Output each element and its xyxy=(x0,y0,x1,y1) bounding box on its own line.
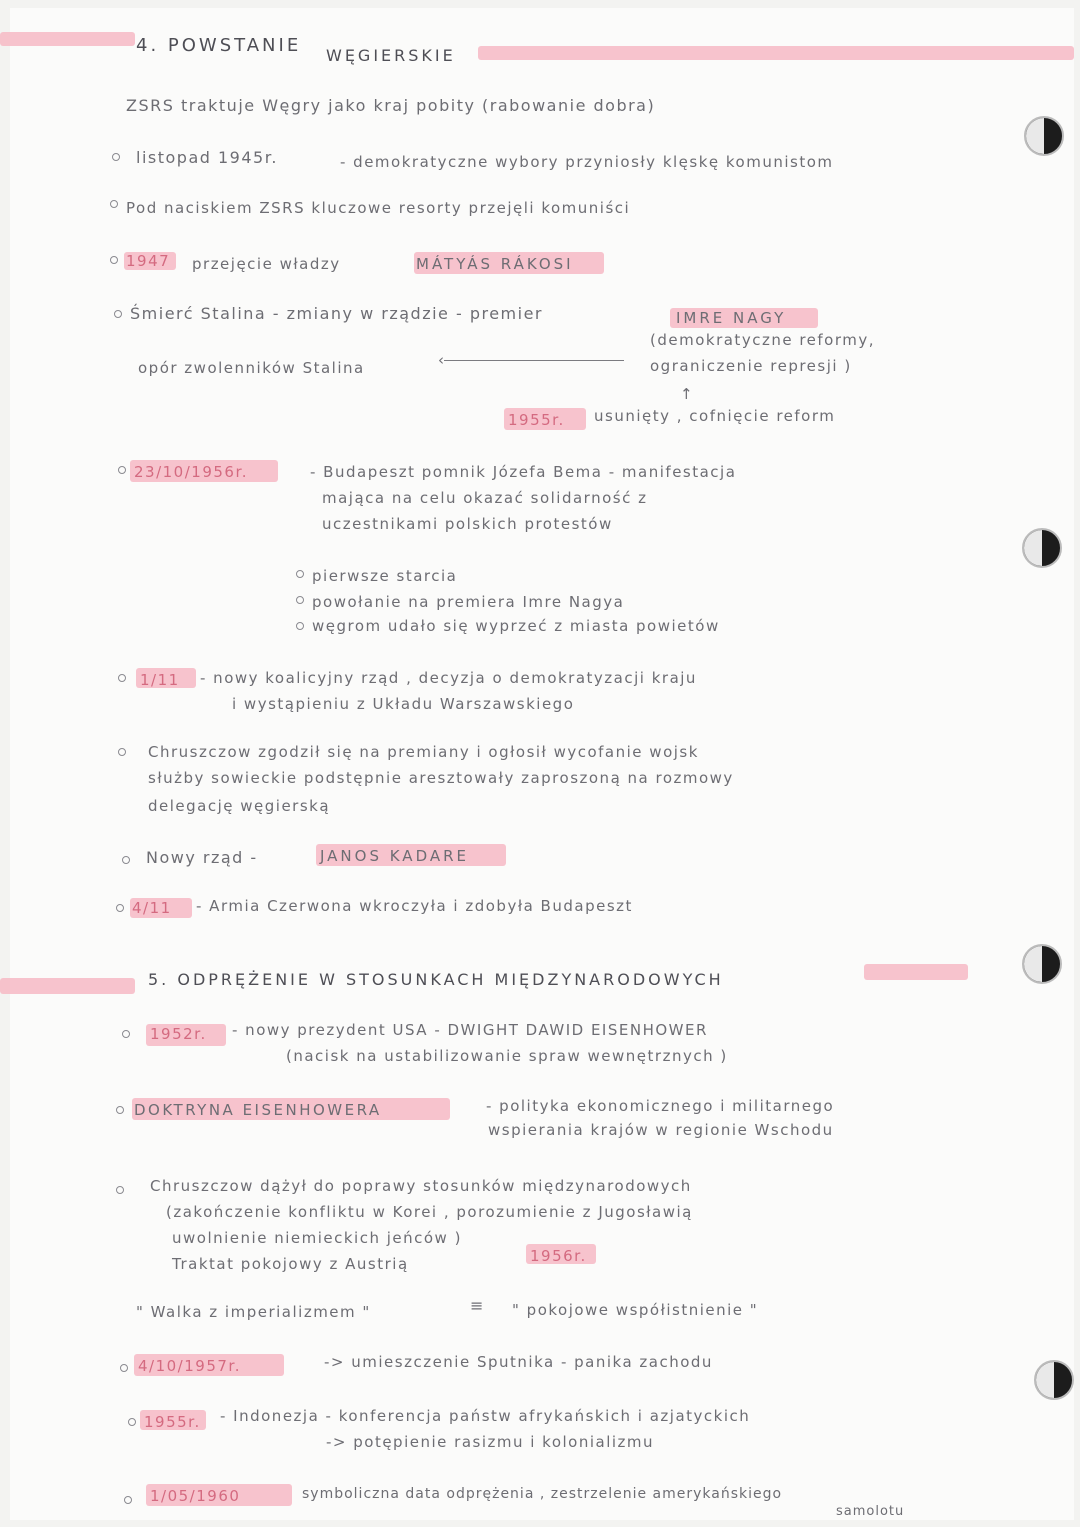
note-date: 4/11 xyxy=(132,899,172,917)
note-date: 1/05/1960 xyxy=(150,1487,241,1505)
note-line: -> potępienie rasizmu i kolonializmu xyxy=(326,1433,655,1451)
note-line: (zakończenie konfliktu w Korei , porozumienie z Jugosławią xyxy=(166,1203,693,1221)
note-date: listopad 1945r. xyxy=(136,148,278,167)
note-subitem: powołanie na premiera Imre Nagya xyxy=(312,593,625,611)
note-line: (nacisk na ustabilizowanie spraw wewnętrznych ) xyxy=(286,1047,728,1065)
bullet-icon xyxy=(296,622,304,630)
note-line: " Walka z imperializmem " xyxy=(136,1303,371,1321)
note-date: 23/10/1956r. xyxy=(134,463,249,481)
note-line: Chruszczow dążył do poprawy stosunków międzynarodowych xyxy=(150,1177,692,1195)
highlight-stroke xyxy=(0,978,135,994)
note-line: Chruszczow zgodził się na premiany i ogłosił wycofanie wojsk xyxy=(148,743,699,761)
note-line: ZSRS traktuje Węgry jako kraj pobity (rabowanie dobra) xyxy=(126,96,656,115)
note-line: symboliczna data odprężenia , zestrzelenie amerykańskiego xyxy=(302,1486,783,1502)
note-line: (demokratyczne reformy, xyxy=(650,331,876,349)
section-4-title-part2: WĘGIERSKIE xyxy=(326,46,456,65)
note-line: - nowy koalicyjny rząd , decyzja o demokratyzacji kraju xyxy=(200,669,697,687)
note-line: samolotu xyxy=(836,1504,905,1519)
note-line: Śmierć Stalina - zmiany w rządzie - premier xyxy=(130,304,544,323)
note-date: 1/11 xyxy=(140,671,180,689)
equivalent-icon: ≡ xyxy=(470,1296,485,1315)
note-date: 1952r. xyxy=(150,1025,207,1043)
section-4-title-part1: 4. POWSTANIE xyxy=(136,35,302,56)
arrow-up-icon: ↑ xyxy=(680,385,695,403)
note-date: 1956r. xyxy=(530,1247,587,1265)
note-line: -> umieszczenie Sputnika - panika zachodu xyxy=(324,1353,713,1371)
note-date: 1947 xyxy=(126,252,171,270)
bullet-icon xyxy=(118,466,126,474)
note-line: - Armia Czerwona wkroczyła i zdobyła Budapeszt xyxy=(196,897,633,915)
arrow-left-icon xyxy=(444,360,624,361)
binder-hole-icon xyxy=(1024,116,1064,156)
note-name: JANOS KADARE xyxy=(320,847,470,865)
note-line: - Indonezja - konferencja państw afrykańskich i azjatyckich xyxy=(220,1407,751,1425)
bullet-icon xyxy=(112,153,120,161)
binder-hole-icon xyxy=(1022,944,1062,984)
note-name: IMRE NAGY xyxy=(676,309,787,327)
highlight-stroke xyxy=(478,46,1074,60)
note-line: i wystąpieniu z Układu Warszawskiego xyxy=(232,695,575,713)
note-line: delegację węgierską xyxy=(148,797,331,815)
note-subitem: pierwsze starcia xyxy=(312,567,458,585)
bullet-icon xyxy=(296,570,304,578)
bullet-icon xyxy=(124,1496,132,1504)
bullet-icon xyxy=(116,904,124,912)
note-date: 4/10/1957r. xyxy=(138,1357,241,1375)
note-line: - Budapeszt pomnik Józefa Bema - manifestacja xyxy=(310,463,737,481)
bullet-icon xyxy=(296,596,304,604)
note-line: służby sowieckie podstępnie aresztowały zaproszoną na rozmowy xyxy=(148,769,734,787)
bullet-icon xyxy=(118,748,126,756)
note-name: DOKTRYNA EISENHOWERA xyxy=(134,1101,382,1119)
note-line: " pokojowe współistnienie " xyxy=(512,1301,759,1319)
note-line: opór zwolenników Stalina xyxy=(138,359,365,377)
bullet-icon xyxy=(110,200,118,208)
note-line: Pod naciskiem ZSRS kluczowe resorty przejęli komuniści xyxy=(126,199,631,217)
bullet-icon xyxy=(110,256,118,264)
note-line: Traktat pokojowy z Austrią xyxy=(172,1255,409,1273)
note-line: - nowy prezydent USA - DWIGHT DAWID EISENHOWER xyxy=(232,1021,708,1039)
highlight-stroke xyxy=(0,32,135,46)
bullet-icon xyxy=(116,1106,124,1114)
note-line: Nowy rząd - xyxy=(146,848,258,867)
bullet-icon xyxy=(128,1418,136,1426)
note-line: wspierania krajów w regionie Wschodu xyxy=(488,1121,834,1139)
highlight-stroke xyxy=(864,964,968,980)
bullet-icon xyxy=(122,1030,130,1038)
bullet-icon xyxy=(114,310,122,318)
note-date: 1955r. xyxy=(144,1413,201,1431)
bullet-icon xyxy=(116,1186,124,1194)
note-subitem: węgrom udało się wyprzeć z miasta powietów xyxy=(312,617,720,635)
note-date: 1955r. xyxy=(508,411,565,429)
note-name: MÁTYÁS RÁKOSI xyxy=(416,255,574,273)
notebook-page xyxy=(10,8,1074,1520)
binder-hole-icon xyxy=(1022,528,1062,568)
bullet-icon xyxy=(118,674,126,682)
arrow-left-icon: ‹ xyxy=(438,351,446,369)
note-line: mająca na celu okazać solidarność z xyxy=(322,489,648,507)
note-line: usunięty , cofnięcie reform xyxy=(594,407,836,425)
note-line: - demokratyczne wybory przyniosły klęskę komunistom xyxy=(340,153,834,171)
bullet-icon xyxy=(120,1364,128,1372)
note-line: ograniczenie represji ) xyxy=(650,357,852,375)
note-line: uwolnienie niemieckich jeńców ) xyxy=(172,1229,462,1247)
note-line: - polityka ekonomicznego i militarnego xyxy=(486,1097,835,1115)
bullet-icon xyxy=(122,856,130,864)
note-line: przejęcie władzy xyxy=(192,255,341,273)
section-5-title: 5. ODPRĘŻENIE W STOSUNKACH MIĘDZYNARODOWYCH xyxy=(148,970,724,989)
binder-hole-icon xyxy=(1034,1360,1074,1400)
note-line: uczestnikami polskich protestów xyxy=(322,515,613,533)
